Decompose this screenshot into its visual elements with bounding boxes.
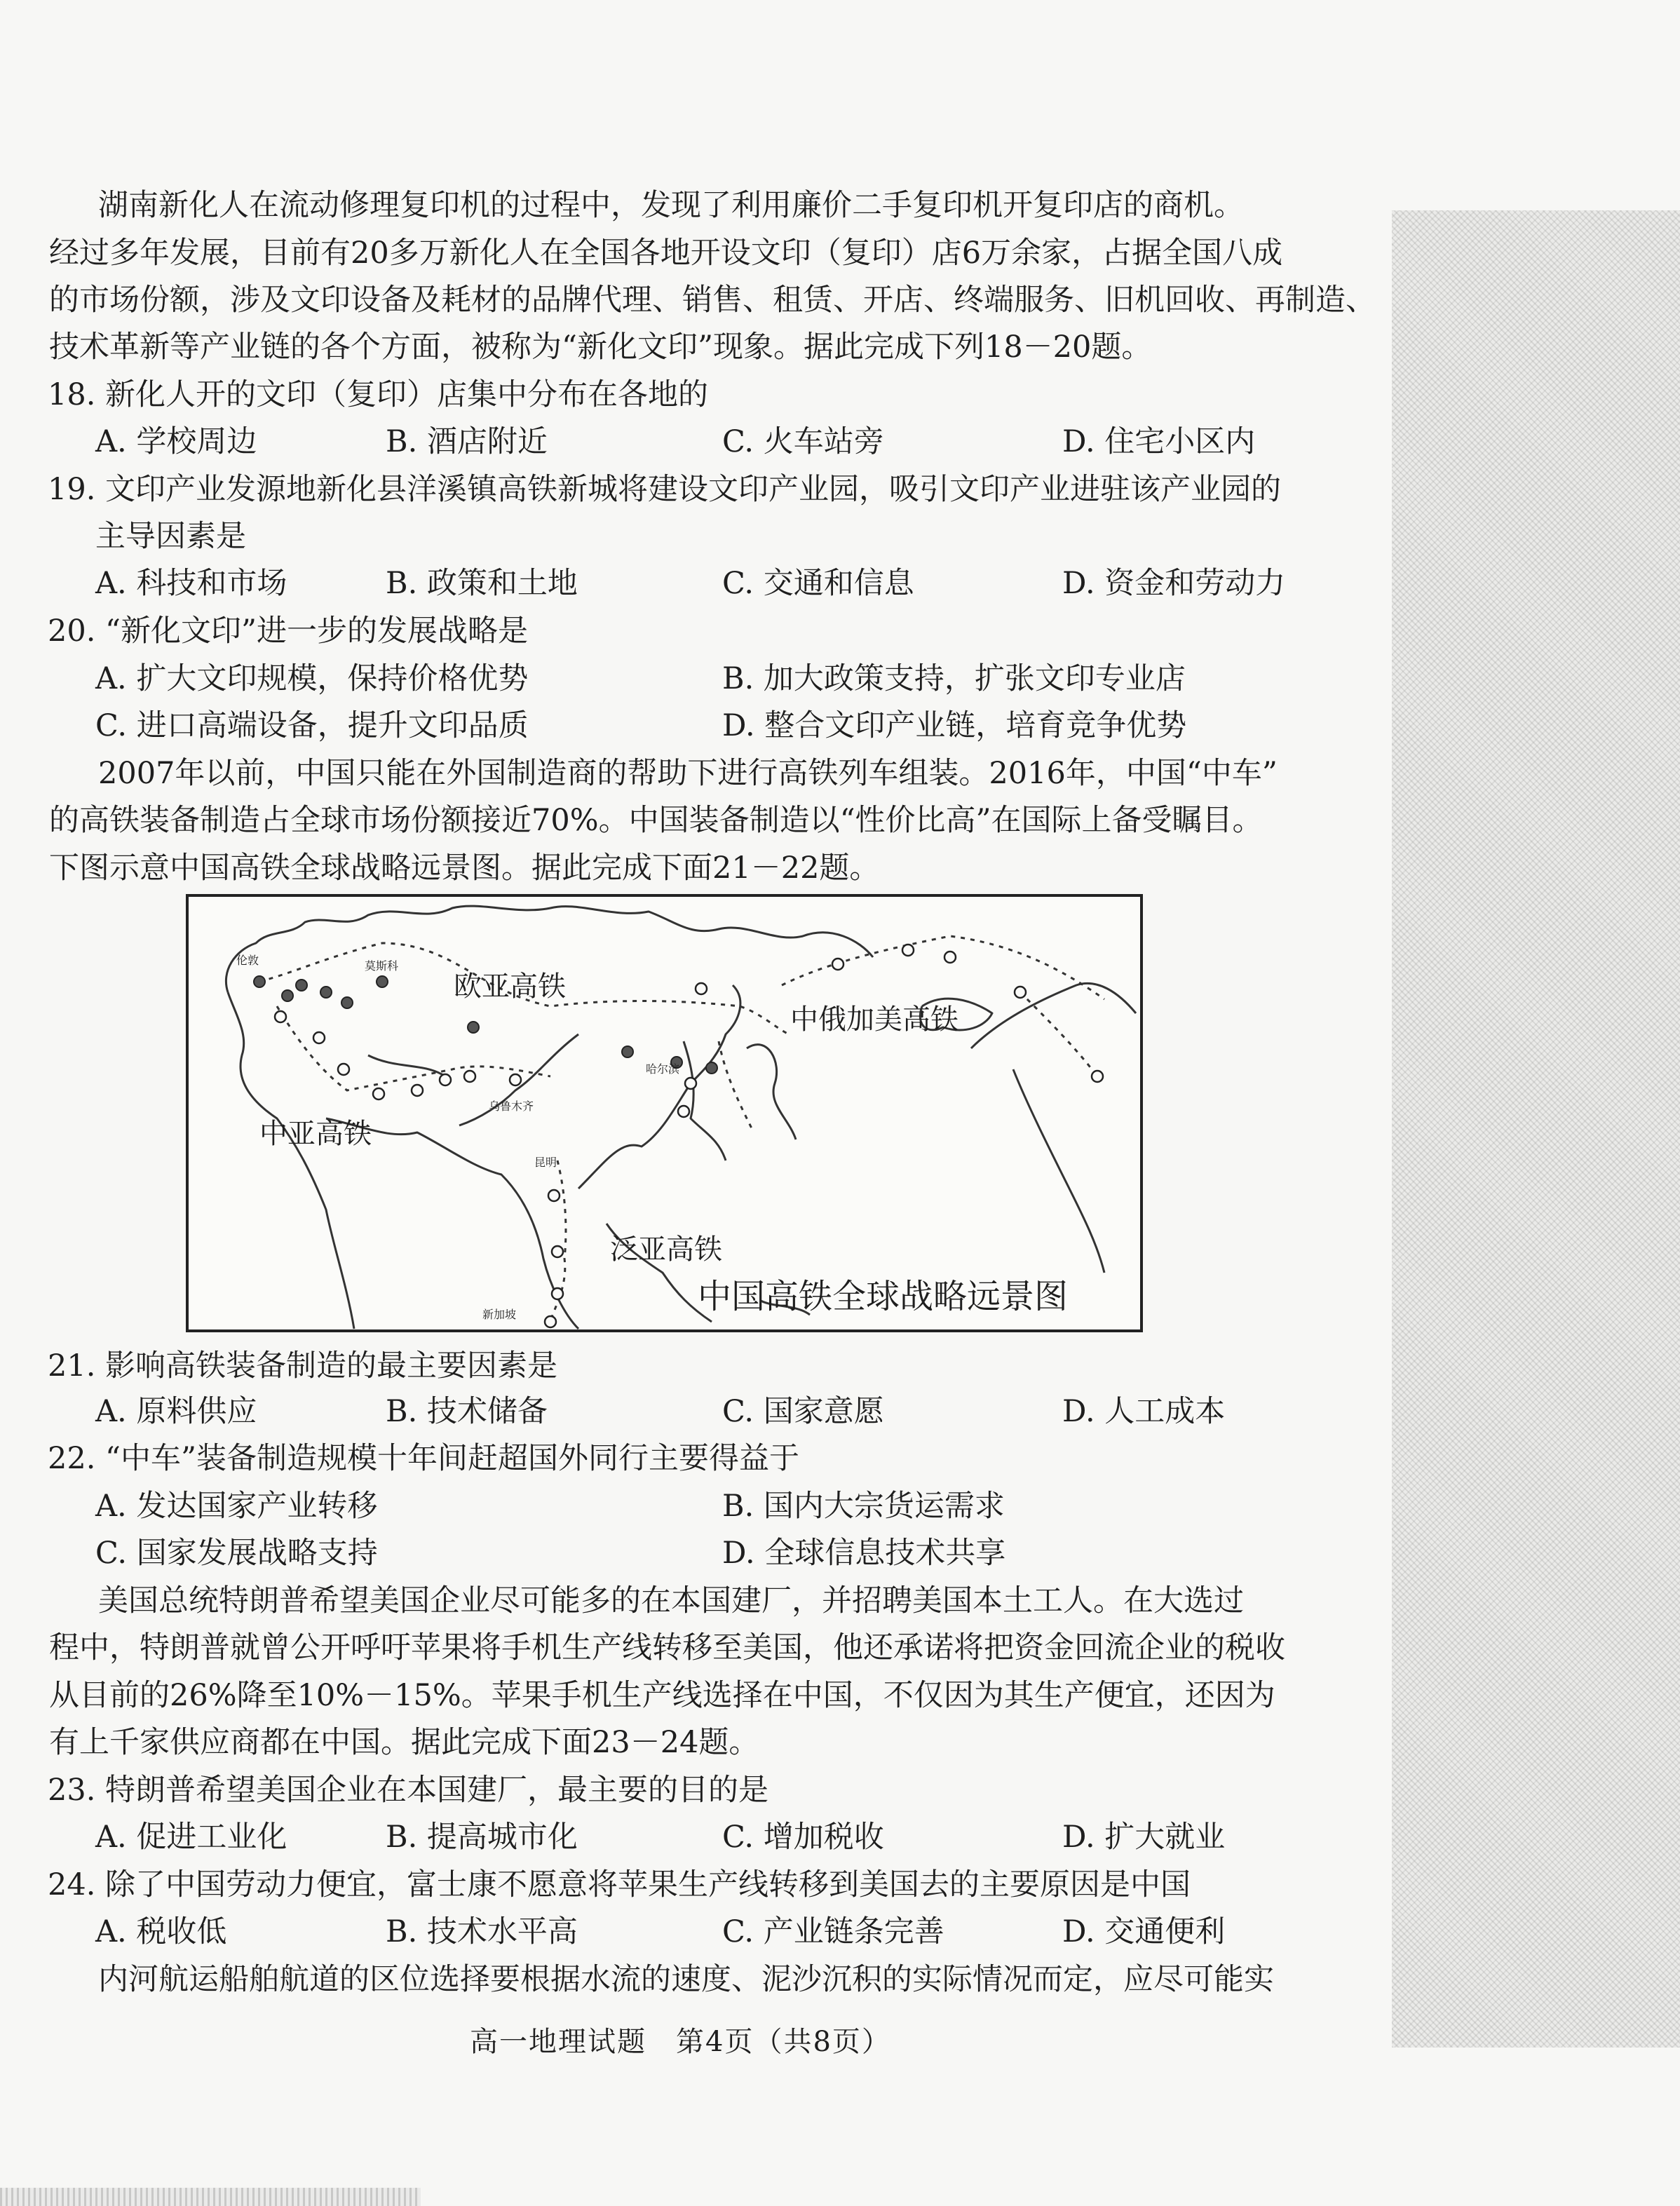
passage-4-line-1: 内河航运船舶航道的区位选择要根据水流的速度、泥沙沉积的实际情况而定，应尽可能实: [98, 1962, 1274, 1997]
q18-option-c[interactable]: C. 火车站旁: [722, 424, 884, 459]
label-china-russia-america: 中俄加美高铁: [790, 1003, 958, 1036]
label-euro-asia: 欧亚高铁: [454, 970, 566, 1003]
q24-option-b[interactable]: B. 技术水平高: [386, 1914, 578, 1949]
q22-option-b[interactable]: B. 国内大宗货运需求: [722, 1489, 1005, 1524]
label-urumqi: 乌鲁木齐: [489, 1099, 534, 1113]
q19-option-a[interactable]: A. 科技和市场: [95, 566, 287, 601]
passage-1-line-1: 湖南新化人在流动修理复印机的过程中，发现了利用廉价二手复印机开复印店的商机。: [98, 188, 1244, 223]
label-harbin: 哈尔滨: [646, 1062, 680, 1076]
question-24-stem: 24. 除了中国劳动力便宜，富士康不愿意将苹果生产线转移到美国去的主要原因是中国: [48, 1867, 1191, 1902]
label-london: 伦敦: [236, 954, 259, 967]
question-20-stem: 20. “新化文印”进一步的发展战略是: [48, 614, 529, 649]
q24-option-d[interactable]: D. 交通便利: [1062, 1914, 1226, 1949]
question-18-stem: 18. 新化人开的文印（复印）店集中分布在各地的: [48, 377, 709, 412]
q23-option-a[interactable]: A. 促进工业化: [95, 1820, 287, 1855]
q19-option-d[interactable]: D. 资金和劳动力: [1062, 566, 1286, 601]
q20-option-b[interactable]: B. 加大政策支持，扩张文印专业店: [722, 661, 1186, 696]
passage-1-line-3: 的市场份额，涉及文印设备及耗材的品牌代理、销售、租赁、开店、终端服务、旧机回收、再制造、: [49, 283, 1376, 318]
q18-option-a[interactable]: A. 学校周边: [95, 424, 257, 459]
q22-option-a[interactable]: A. 发达国家产业转移: [95, 1489, 378, 1524]
passage-3-line-2: 程中，特朗普就曾公开呼吁苹果将手机生产线转移至美国，他还承诺将把资金回流企业的税收: [49, 1630, 1285, 1665]
question-21-stem: 21. 影响高铁装备制造的最主要因素是: [48, 1348, 558, 1383]
q22-option-d[interactable]: D. 全球信息技术共享: [722, 1536, 1006, 1571]
q19-option-c[interactable]: C. 交通和信息: [722, 566, 914, 601]
q21-option-b[interactable]: B. 技术储备: [386, 1394, 548, 1429]
passage-1-line-2: 经过多年发展，目前有20多万新化人在全国各地开设文印（复印）店6万余家，占据全国八成: [49, 236, 1283, 271]
q20-option-d[interactable]: D. 整合文印产业链，培育竞争优势: [722, 708, 1187, 743]
passage-1-line-4: 技术革新等产业链的各个方面，被称为“新化文印”现象。据此完成下列18－20题。: [49, 330, 1152, 365]
label-singapore: 新加坡: [482, 1308, 517, 1321]
q24-option-c[interactable]: C. 产业链条完善: [722, 1914, 944, 1949]
q21-option-c[interactable]: C. 国家意愿: [722, 1394, 884, 1429]
high-speed-rail-map: [186, 894, 1143, 1332]
passage-3-line-4: 有上千家供应商都在中国。据此完成下面23－24题。: [49, 1725, 759, 1760]
map-title: 中国高铁全球战略远景图: [698, 1277, 1069, 1316]
q18-option-b[interactable]: B. 酒店附近: [386, 424, 548, 459]
label-pan-asia: 泛亚高铁: [610, 1233, 722, 1266]
label-central-asia: 中亚高铁: [259, 1118, 372, 1150]
label-moscow: 莫斯科: [365, 959, 399, 973]
q20-option-a[interactable]: A. 扩大文印规模，保持价格优势: [95, 661, 529, 696]
scan-noise-margin: [1392, 210, 1680, 2048]
question-23-stem: 23. 特朗普希望美国企业在本国建厂，最主要的目的是: [48, 1773, 769, 1808]
passage-2-line-2: 的高铁装备制造占全球市场份额接近70%。中国装备制造以“性价比高”在国际上备受瞩目。: [49, 803, 1263, 838]
q23-option-d[interactable]: D. 扩大就业: [1062, 1820, 1226, 1855]
q20-option-c[interactable]: C. 进口高端设备，提升文印品质: [95, 708, 529, 743]
question-19-stem: 19. 文印产业发源地新化县洋溪镇高铁新城将建设文印产业园，吸引文印产业进驻该产业园的: [48, 472, 1282, 507]
question-19-stem-cont: 主导因素是: [95, 519, 246, 554]
q22-option-c[interactable]: C. 国家发展战略支持: [95, 1536, 378, 1571]
q23-option-b[interactable]: B. 提高城市化: [386, 1820, 578, 1855]
q19-option-b[interactable]: B. 政策和土地: [386, 566, 578, 601]
q24-option-a[interactable]: A. 税收低: [95, 1914, 227, 1949]
q18-option-d[interactable]: D. 住宅小区内: [1062, 424, 1256, 459]
passage-2-line-3: 下图示意中国高铁全球战略远景图。据此完成下面21－22题。: [49, 851, 880, 886]
page-footer: 高一地理试题 第4页（共8页）: [470, 2026, 891, 2058]
q21-option-d[interactable]: D. 人工成本: [1062, 1394, 1226, 1429]
q21-option-a[interactable]: A. 原料供应: [95, 1394, 257, 1429]
passage-3-line-3: 从目前的26%降至10%－15%。苹果手机生产线选择在中国，不仅因为其生产便宜，还因为: [49, 1678, 1275, 1713]
passage-3-line-1: 美国总统特朗普希望美国企业尽可能多的在本国建厂，并招聘美国本土工人。在大选过: [98, 1583, 1244, 1618]
question-22-stem: 22. “中车”装备制造规模十年间赶超国外同行主要得益于: [48, 1441, 800, 1476]
scan-edge-strip: [0, 2188, 421, 2206]
passage-2-line-1: 2007年以前，中国只能在外国制造商的帮助下进行高铁列车组装。2016年，中国“中车”: [98, 756, 1278, 791]
label-kunming: 昆明: [534, 1156, 557, 1169]
q23-option-c[interactable]: C. 增加税收: [722, 1820, 884, 1855]
